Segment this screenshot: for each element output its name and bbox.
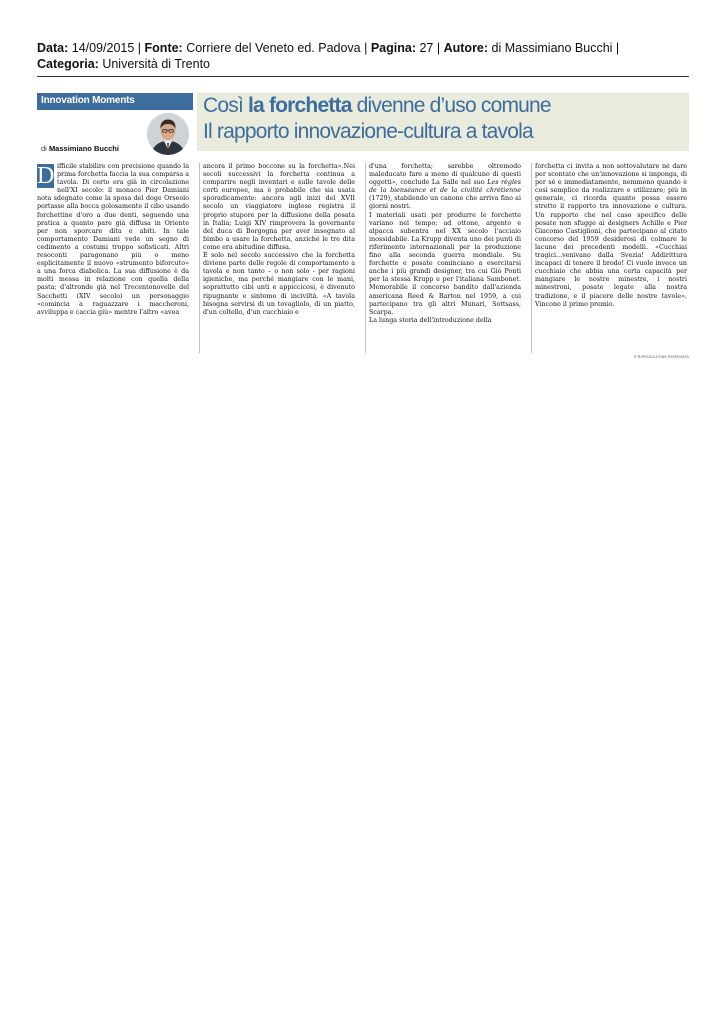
pagina-label: Pagina:	[370, 41, 416, 55]
fonte-value: Corriere del Veneto ed. Padova	[186, 41, 361, 55]
byline-prefix: di	[41, 144, 47, 153]
categoria-label: Categoria:	[37, 57, 99, 71]
article-clipping	[37, 93, 689, 363]
column-text: d'una forchetta; sarebbe oltremodo maleducato fare a meno di qualcuno di questi oggetti», conclude La Salle nel suo	[369, 163, 521, 187]
data-value: 14/09/2015	[71, 41, 135, 55]
section-kicker: Innovation Moments	[37, 93, 193, 109]
fonte-label: Fonte:	[144, 41, 183, 55]
separator: |	[615, 41, 620, 55]
separator: |	[364, 41, 368, 55]
autore-value: di Massimiano Bucchi	[491, 41, 613, 55]
kicker-underline	[37, 109, 193, 110]
byline-author: Massimiano Bucchi	[48, 144, 119, 153]
document-metadata	[37, 40, 689, 72]
column-paragraph: La lunga storia dell'introduzione della	[369, 316, 492, 324]
categoria-value: Università di Trento	[102, 57, 210, 71]
metadata-line-2	[37, 56, 689, 72]
metadata-divider	[37, 76, 689, 77]
article-column-1	[37, 163, 189, 353]
column-paragraph: È solo nel secolo successivo che la forchetta diviene parte delle regole di comportamento a tavola e non tanto – o non solo - per ragioni igieniche, ma perché mangiare con le mani, soprattutto cibi unti e appiccicosi, è divenuto ripugnante e sintomo di inciviltà. «A tavola bisogna servirsi di un tovagliolo, di un piatto, d'un coltello, d'un cucchiaio e	[203, 252, 355, 316]
column-paragraph	[369, 163, 521, 212]
drop-cap: D	[37, 163, 55, 189]
column-divider	[365, 163, 366, 353]
article-column-4	[535, 163, 687, 353]
headline-line-2: Il rapporto innovazione-cultura a tavola	[203, 120, 533, 143]
author-avatar	[147, 113, 189, 155]
column-text: (1729), stabilendo un canone che arriva fino ai giorni nostri.	[369, 195, 521, 211]
column-divider	[531, 163, 532, 353]
separator: |	[137, 41, 142, 55]
autore-label: Autore:	[443, 41, 489, 55]
metadata-line-1	[37, 40, 689, 56]
headline-text: divenne d’uso comune	[351, 94, 551, 117]
column-paragraph: I materiali usati per produrre le forchette variano nel tempo; ad ottone, argento e alpacca subentra nel XX secolo l'acciaio inossidabile. La Krupp diventa uno dei punti di riferimento internazionali per la produzione fino alla seconda guerra mondiale. Su forchette e posate cominciano a esercitarsi anche i più grandi designer, tra cui Giò Ponti per la stessa Krupp e per l'italiana Sambonet. Memorabile il concorso bandito dall'azienda americana Reed & Barton nel 1959, a cui partecipano tra gli altri Munari, Sottsass, Scarpa.	[369, 211, 521, 316]
separator: |	[436, 41, 441, 55]
column-divider	[199, 163, 200, 353]
column-text: ifficile stabilire con precisione quando la prima forchetta faccia la sua comparsa a tavola. Di certo era già in circolazione nell'XI secolo: il monaco Pier Damiani nota sdegnato come la sposa del doge Orseolo portasse alla bocca golosamente il cibo usando forchettine d'oro a due denti, seguendo una pratica a quanto pare già diffusa in Oriente per non sporcare dita e abiti. In tale comportamento Damiani vede un segno di cedimento a costumi troppo sofisticati. Altri resoconti paragonano più o meno esplicitamente il nuovo «strumento biforcuto» a una forca diabolica. La sua diffusione è da molti messa in relazione con quella della pasta; d'altronde già nel Trecentonovelle del Sacchetti (XIV secolo) un personaggio «comincia a raguazzare i maccheroni, avviluppa e caccia giù» mentre l'altro «avea	[37, 163, 189, 316]
headline-line-1	[203, 93, 551, 119]
copyright-notice: © RIPRODUZIONE RISERVATA	[633, 355, 689, 359]
column-text: forchetta ci invita a non sottovalutare né dare per scontato che un'innovazione si imponga, di per sé e immediatamente, nemmeno quando è così semplice da realizzare e utilizzare; più in generale, ci ricorda quanto possa essere stretto il rapporto tra innovazione e cultura. Un rapporto che nel caso specifico delle posate non sfugge ai designers Achille e Pier Giacomo Castiglioni, che partecipano al citato concorso del 1959 desiderosi di colmare le lacune dei precedenti modelli. «Cucchiai tragici...venivano dalla Svezia! Addirittura incapaci di tenere il brodo! Ci vuole invece un cucchiaio che abbia una certa capacità per mangiare le nostre minestre, i nostri minestroni, posate legate alla nostra tradizione, e il piacere delle nostre tavole». Vincono il primo premio.	[535, 163, 687, 308]
author-portrait-icon	[147, 113, 189, 155]
data-label: Data:	[37, 41, 69, 55]
article-column-3	[369, 163, 521, 353]
pagina-value: 27	[419, 41, 434, 55]
article-column-2	[203, 163, 355, 353]
byline	[41, 144, 119, 153]
headline-emphasis: la forchetta	[248, 94, 352, 117]
book-title: Les règles de la bienséance et de la civilité chrétienne	[369, 179, 521, 195]
headline	[203, 93, 551, 145]
column-paragraph: ancora il primo boccone su la forchetta».Nei secoli successivi la forchetta continua a comparire negli inventari e sulle tavole delle corti europee, ma è probabile che sia usata sporadicamente: ancora agli inizi del XVII secolo un viaggiatore inglese registra il proprio stupore per la diffusione della posata in Italia; Luigi XIV rimprovera la governante del duca di Borgogna per aver insegnato al bimbo a usare la forchetta, anziché le tre dita come era abitudine diffusa.	[203, 163, 355, 251]
headline-text: Così	[203, 94, 249, 117]
article-body	[37, 163, 689, 361]
headline-box	[197, 93, 689, 151]
